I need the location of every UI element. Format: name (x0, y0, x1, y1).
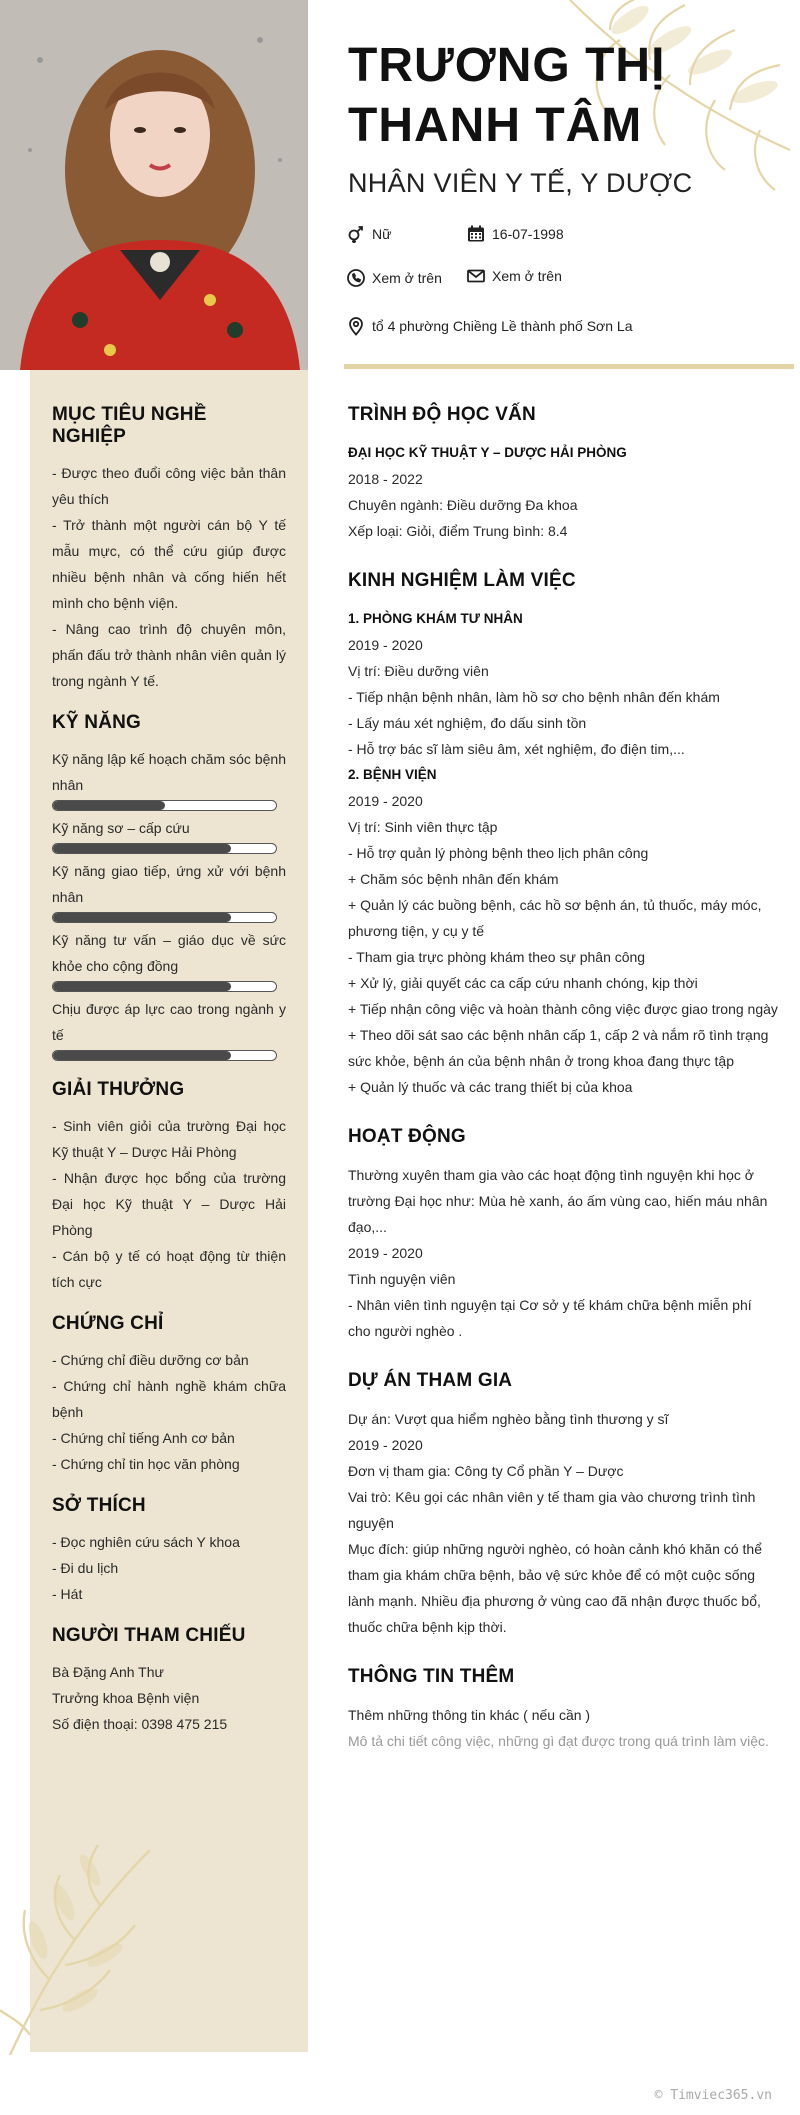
skill-bar-fill (53, 982, 231, 991)
project-organizer: Đơn vị tham gia: Công ty Cổ phần Y – Dược (348, 1463, 624, 1479)
skill-bar-fill (53, 801, 165, 810)
email-value: Xem ở trên (492, 268, 562, 284)
email-row (466, 266, 562, 286)
projects-section (348, 1370, 778, 1640)
project-period: 2019 - 2020 (348, 1437, 423, 1453)
name-line-1: TRƯƠNG THỊ (348, 39, 666, 92)
objective-line: - Được theo đuổi công việc bản thân yêu thích (52, 465, 286, 507)
reference-line: Bà Đặng Anh Thư (52, 1664, 164, 1680)
activities-detail: - Nhân viên tình nguyện tại Cơ sở y tế khám chữa bệnh miễn phí cho người nghèo . (348, 1297, 752, 1339)
skill-name: Kỹ năng giao tiếp, ứng xử với bệnh nhân (52, 863, 286, 905)
name-line-2: THANH TÂM (348, 99, 643, 152)
hobbies-heading: SỞ THÍCH (52, 1495, 146, 1516)
project-purpose: Mục đích: giúp những người nghèo, có hoàn cảnh khó khăn có thể tham gia khám chữa bệnh, bảo vệ sức khỏe để có một cuộc sống lành mạnh. Nhiều địa phương ở vùng cao đã nhận được thuốc bổ, thuốc chữa bệnh kịp thời. (348, 1541, 762, 1635)
more-info-line: Thêm những thông tin khác ( nếu cần ) (348, 1707, 591, 1723)
reference-line: Trưởng khoa Bệnh viện (52, 1690, 200, 1706)
job-line: - Tiếp nhận bệnh nhân, làm hồ sơ cho bệnh nhân đến khám (348, 689, 720, 705)
education-period: 2018 - 2022 (348, 471, 423, 487)
more-info-heading: THÔNG TIN THÊM (348, 1666, 515, 1687)
job-period: 2019 - 2020 (348, 793, 423, 809)
award-line: - Cán bộ y tế có hoạt động từ thiện tích cực (52, 1248, 286, 1290)
skills-heading: KỸ NĂNG (52, 712, 142, 733)
job-company: 1. PHÒNG KHÁM TƯ NHÂN (348, 611, 523, 626)
address-value: tổ 4 phường Chiềng Lề thành phố Sơn La (372, 318, 633, 334)
phone-icon (346, 268, 366, 288)
job-line: - Hỗ trợ bác sĩ làm siêu âm, xét nghiệm, đo điện tim,... (348, 741, 685, 757)
reference-line: Số điện thoại: 0398 475 215 (52, 1716, 228, 1732)
projects-heading: DỰ ÁN THAM GIA (348, 1370, 513, 1391)
experience-section (348, 570, 778, 1100)
skill-bar (52, 912, 277, 923)
certificates-heading: CHỨNG CHỈ (52, 1313, 164, 1334)
skill-item (52, 996, 286, 1061)
education-heading: TRÌNH ĐỘ HỌC VẤN (348, 404, 536, 425)
skill-name: Kỹ năng sơ – cấp cứu (52, 820, 190, 836)
skill-bar-fill (53, 913, 231, 922)
activities-intro: Thường xuyên tham gia vào các hoạt động tình nguyện khi học ở trường Đại học như: Mùa hè xanh, áo ấm vùng cao, hiến máu nhân đạo,... (348, 1167, 768, 1235)
calendar-icon (466, 224, 486, 244)
skill-name: Kỹ năng tư vấn – giáo dục về sức khỏe cho cộng đồng (52, 932, 286, 974)
job-position: Vị trí: Sinh viên thực tập (348, 819, 498, 835)
job-line: + Quản lý thuốc và các trang thiết bị của khoa (348, 1079, 633, 1095)
awards-heading: GIẢI THƯỞNG (52, 1079, 185, 1100)
objective-line: - Nâng cao trình độ chuyên môn, phấn đấu trở thành nhân viên quản lý trong ngành Y tế. (52, 621, 286, 689)
skill-item (52, 815, 286, 854)
birthday-row (466, 224, 564, 244)
header-divider (344, 364, 794, 369)
education-grade: Xếp loại: Giỏi, điểm Trung bình: 8.4 (348, 523, 568, 539)
left-content (52, 404, 286, 1755)
more-info-placeholder: Mô tả chi tiết công việc, những gì đạt được trong quá trình làm việc. (348, 1733, 769, 1749)
email-icon (466, 266, 486, 286)
references-section (52, 1625, 286, 1737)
location-pin-icon (346, 316, 366, 336)
right-content (348, 404, 778, 1780)
certificate-line: - Chứng chỉ tiếng Anh cơ bản (52, 1430, 235, 1446)
skill-item (52, 858, 286, 923)
education-major: Chuyên ngành: Điều dưỡng Đa khoa (348, 497, 578, 513)
job-line: + Chăm sóc bệnh nhân đến khám (348, 871, 559, 887)
hobbies-section (52, 1495, 286, 1607)
skill-bar (52, 981, 277, 992)
job-line: - Tham gia trực phòng khám theo sự phân công (348, 949, 646, 965)
job-entry (348, 606, 778, 762)
job-line: + Xử lý, giải quyết các ca cấp cứu nhanh chóng, kịp thời (348, 975, 698, 991)
candidate-name (348, 36, 768, 156)
skills-section (52, 712, 286, 1061)
skill-bar-fill (53, 844, 231, 853)
skill-item (52, 927, 286, 992)
birthday-value: 16-07-1998 (492, 226, 564, 242)
job-entry (348, 762, 778, 1100)
certificate-line: - Chứng chỉ hành nghề khám chữa bệnh (52, 1378, 286, 1420)
job-line: + Tiếp nhận công việc và hoàn thành công việc được giao trong ngày (348, 1001, 778, 1017)
objective-section (52, 404, 286, 694)
job-line: + Theo dõi sát sao các bệnh nhân cấp 1, cấp 2 và nắm rõ tình trạng sức khỏe, bệnh án của bệnh nhân ở trong khoa đang thực tập (348, 1027, 769, 1069)
phone-row (346, 268, 442, 288)
gender-row (346, 224, 391, 244)
job-line: - Hỗ trợ quản lý phòng bệnh theo lịch phân công (348, 845, 649, 861)
hobby-line: - Đọc nghiên cứu sách Y khoa (52, 1534, 240, 1550)
skill-item (52, 746, 286, 811)
activities-section (348, 1126, 778, 1344)
certificate-line: - Chứng chỉ tin học văn phòng (52, 1456, 240, 1472)
school-name: ĐẠI HỌC KỸ THUẬT Y – DƯỢC HẢI PHÒNG (348, 445, 627, 460)
skill-bar (52, 800, 277, 811)
project-name: Dự án: Vượt qua hiểm nghèo bằng tình thương y sĩ (348, 1411, 669, 1427)
awards-section (52, 1079, 286, 1295)
more-info-section (348, 1666, 778, 1754)
skill-bar-fill (53, 1051, 231, 1060)
job-line: - Lấy máu xét nghiệm, đo dấu sinh tồn (348, 715, 587, 731)
project-role: Vai trò: Kêu gọi các nhân viên y tế tham gia vào chương trình tình nguyện (348, 1489, 756, 1531)
job-title: NHÂN VIÊN Y TẾ, Y DƯỢC (348, 168, 693, 198)
experience-heading: KINH NGHIỆM LÀM VIỆC (348, 570, 576, 591)
address-row (346, 316, 632, 336)
job-line: + Quản lý các buồng bệnh, các hồ sơ bệnh án, tủ thuốc, máy móc, phương tiện, y cụ y tế (348, 897, 762, 939)
job-period: 2019 - 2020 (348, 637, 423, 653)
activities-role: Tình nguyện viên (348, 1271, 456, 1287)
certificates-section (52, 1313, 286, 1477)
gender-value: Nữ (372, 226, 392, 242)
activities-period: 2019 - 2020 (348, 1245, 423, 1261)
job-position: Vị trí: Điều dưỡng viên (348, 663, 489, 679)
hobby-line: - Đi du lịch (52, 1560, 119, 1576)
objective-line: - Trở thành một người cán bộ Y tế mẫu mực, có thể cứu giúp được nhiều bệnh nhân và cống hiến hết mình cho bệnh viện. (52, 517, 286, 611)
skill-bar (52, 843, 277, 854)
skill-name: Kỹ năng lập kế hoạch chăm sóc bệnh nhân (52, 751, 286, 793)
award-line: - Sinh viên giỏi của trường Đại học Kỹ thuật Y – Dược Hải Phòng (52, 1118, 286, 1160)
skill-bar (52, 1050, 277, 1061)
activities-heading: HOẠT ĐỘNG (348, 1126, 466, 1147)
education-section (348, 404, 778, 544)
profile-photo (0, 0, 308, 370)
award-line: - Nhận được học bổng của trường Đại học Kỹ thuật Y – Dược Hải Phòng (52, 1170, 286, 1238)
watermark: © Timviec365.vn (654, 2088, 772, 2103)
skill-name: Chịu được áp lực cao trong ngành y tế (52, 1001, 286, 1043)
job-company: 2. BỆNH VIỆN (348, 767, 437, 782)
certificate-line: - Chứng chỉ điều dưỡng cơ bản (52, 1352, 249, 1368)
references-heading: NGƯỜI THAM CHIẾU (52, 1625, 246, 1646)
gender-icon (346, 224, 366, 244)
objective-heading: MỤC TIÊU NGHỀ NGHIỆP (52, 404, 207, 447)
phone-value: Xem ở trên (372, 270, 442, 286)
hobby-line: - Hát (52, 1586, 83, 1602)
